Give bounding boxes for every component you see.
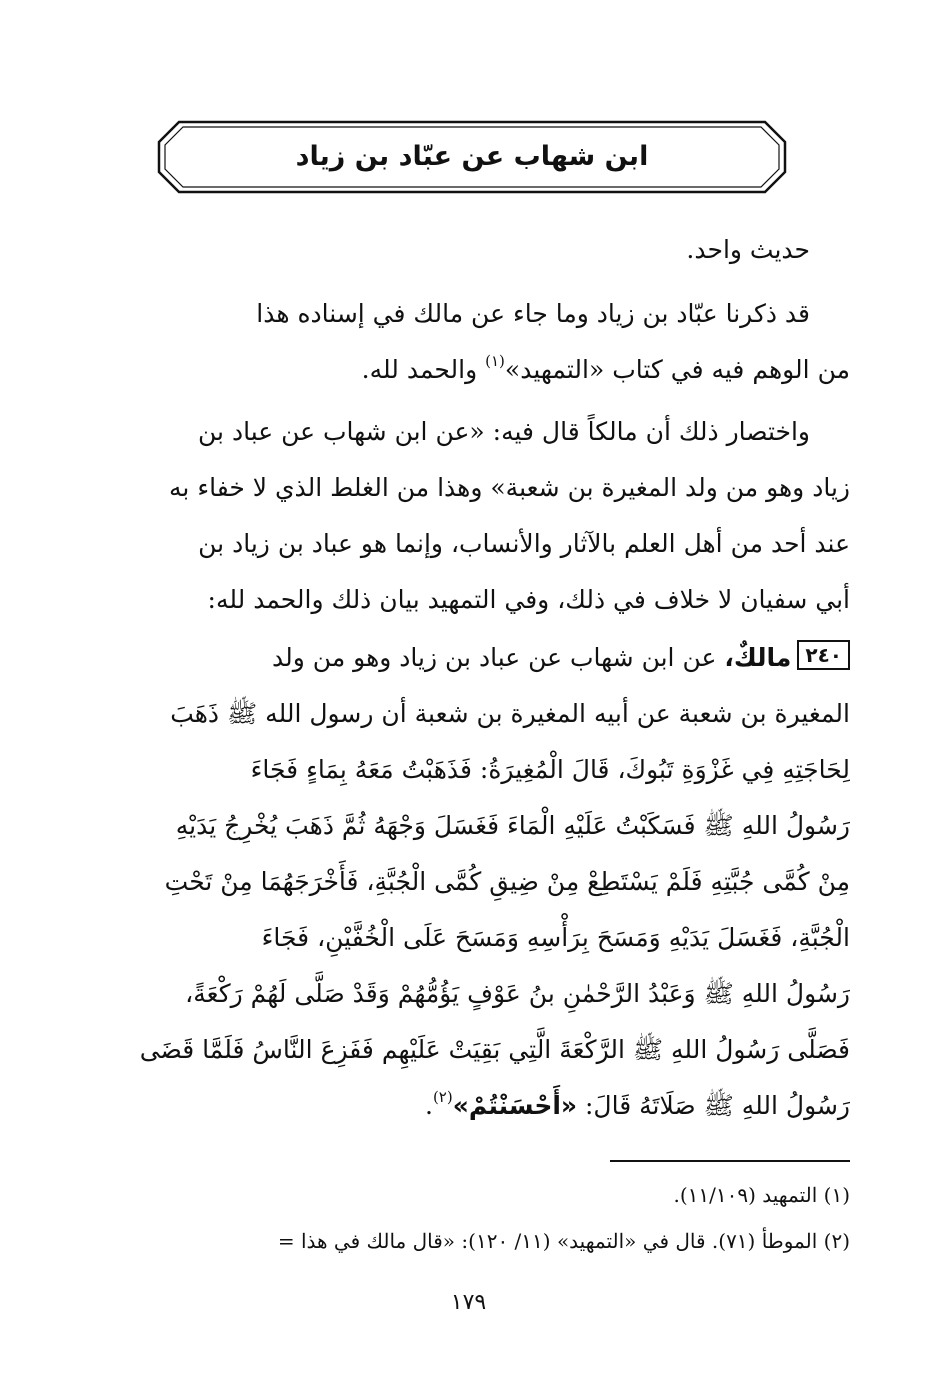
text-line: رَسُولُ اللهِ ﷺ فَسَكَبْتُ عَلَيْهِ الْمَاءَ فَغَسَلَ وَجْهَهُ ثُمَّ ذَهَبَ يُخْرِجُ يَدَيْهِ (175, 811, 850, 840)
text-line: الْجُبَّةِ، فَغَسَلَ يَدَيْهِ وَمَسَحَ بِرَأْسِهِ وَمَسَحَ عَلَى الْخُفَّيْنِ، فَجَاءَ (261, 923, 850, 952)
text-line (108, 630, 850, 686)
page-number: ١٧٩ (450, 1290, 487, 1315)
paragraph-intro (108, 222, 850, 278)
text-segment: عن ابن شهاب عن عباد بن زياد وهو من ولد (272, 643, 725, 672)
text-segment: والحمد لله. (361, 355, 486, 384)
hadith-block (108, 630, 850, 1134)
footnote-ref[interactable]: (٢) (432, 1088, 453, 1106)
paragraph-explanation (108, 404, 850, 628)
footnote-ref[interactable]: (١) (485, 352, 505, 370)
hadith-number-badge: ٢٤٠ (797, 640, 850, 670)
text-segment: . (424, 1091, 433, 1120)
text-line: المغيرة بن شعبة عن أبيه المغيرة بن شعبة أن رسول الله ﷺ ذَهَبَ (170, 699, 850, 728)
text-segment: رَسُولُ اللهِ ﷺ صَلَاتَهُ قَالَ: (577, 1091, 850, 1120)
intro-text: حديث واحد. (686, 235, 810, 264)
narrator-name: مالكٌ، (724, 643, 792, 672)
text-segment: من الوهم فيه في كتاب «التمهيد» (504, 355, 850, 384)
text-line: واختصار ذلك أن مالكاً قال فيه: «عن ابن شهاب عن عباد بن (198, 417, 810, 446)
text-line: زياد وهو من ولد المغيرة بن شعبة» وهذا من الغلط الذي لا خفاء به (169, 473, 850, 502)
footnote-divider (610, 1160, 850, 1162)
text-line: لِحَاجَتِهِ فِي غَزْوَةِ تَبُوكَ، قَالَ الْمُغِيرَةُ: فَذَهَبْتُ مَعَهُ بِمَاءٍ فَجَاءَ (250, 755, 850, 784)
text-line (108, 1078, 850, 1134)
text-line: رَسُولُ اللهِ ﷺ وَعَبْدُ الرَّحْمٰنِ بنُ عَوْفٍ يَؤُمُّهُمْ وَقَدْ صَلَّى لَهُمْ رَكْعَةً، (185, 979, 850, 1008)
paragraph-note (108, 286, 850, 398)
footnotes (70, 1172, 850, 1264)
chapter-heading: ابن شهاب عن عبّاد بن زياد (295, 141, 649, 172)
footnote-1: (١) التمهيد (١١/١٠٩). (673, 1183, 850, 1207)
footnote-2: (٢) الموطأ (٧١). قال في «التمهيد» (١١/ ١٢٠): «قال مالك في هذا = (277, 1229, 850, 1253)
text-line: قد ذكرنا عبّاد بن زياد وما جاء عن مالك في إسناده هذا (256, 299, 810, 328)
text-line: عند أحد من أهل العلم بالآثار والأنساب، وإنما هو عباد بن زياد بن (198, 529, 850, 558)
quoted-speech: «أَحْسَنْتُمْ» (452, 1091, 578, 1120)
text-line: مِنْ كُمَّى جُبَّتِهِ فَلَمْ يَسْتَطِعْ مِنْ ضِيقِ كُمَّى الْجُبَّةِ، فَأَخْرَجَهُمَا مِنْ تَحْتِ (164, 867, 850, 896)
chapter-heading-frame (157, 120, 787, 194)
text-line: فَصَلَّى رَسُولُ اللهِ ﷺ الرَّكْعَةَ الَّتِي بَقِيَتْ عَلَيْهِم فَفَزِعَ النَّاسُ فَلَمَّا قَضَى (139, 1035, 850, 1064)
text-line: أبي سفيان لا خلاف في ذلك، وفي التمهيد بيان ذلك والحمد لله: (207, 585, 850, 614)
text-line (108, 342, 850, 398)
